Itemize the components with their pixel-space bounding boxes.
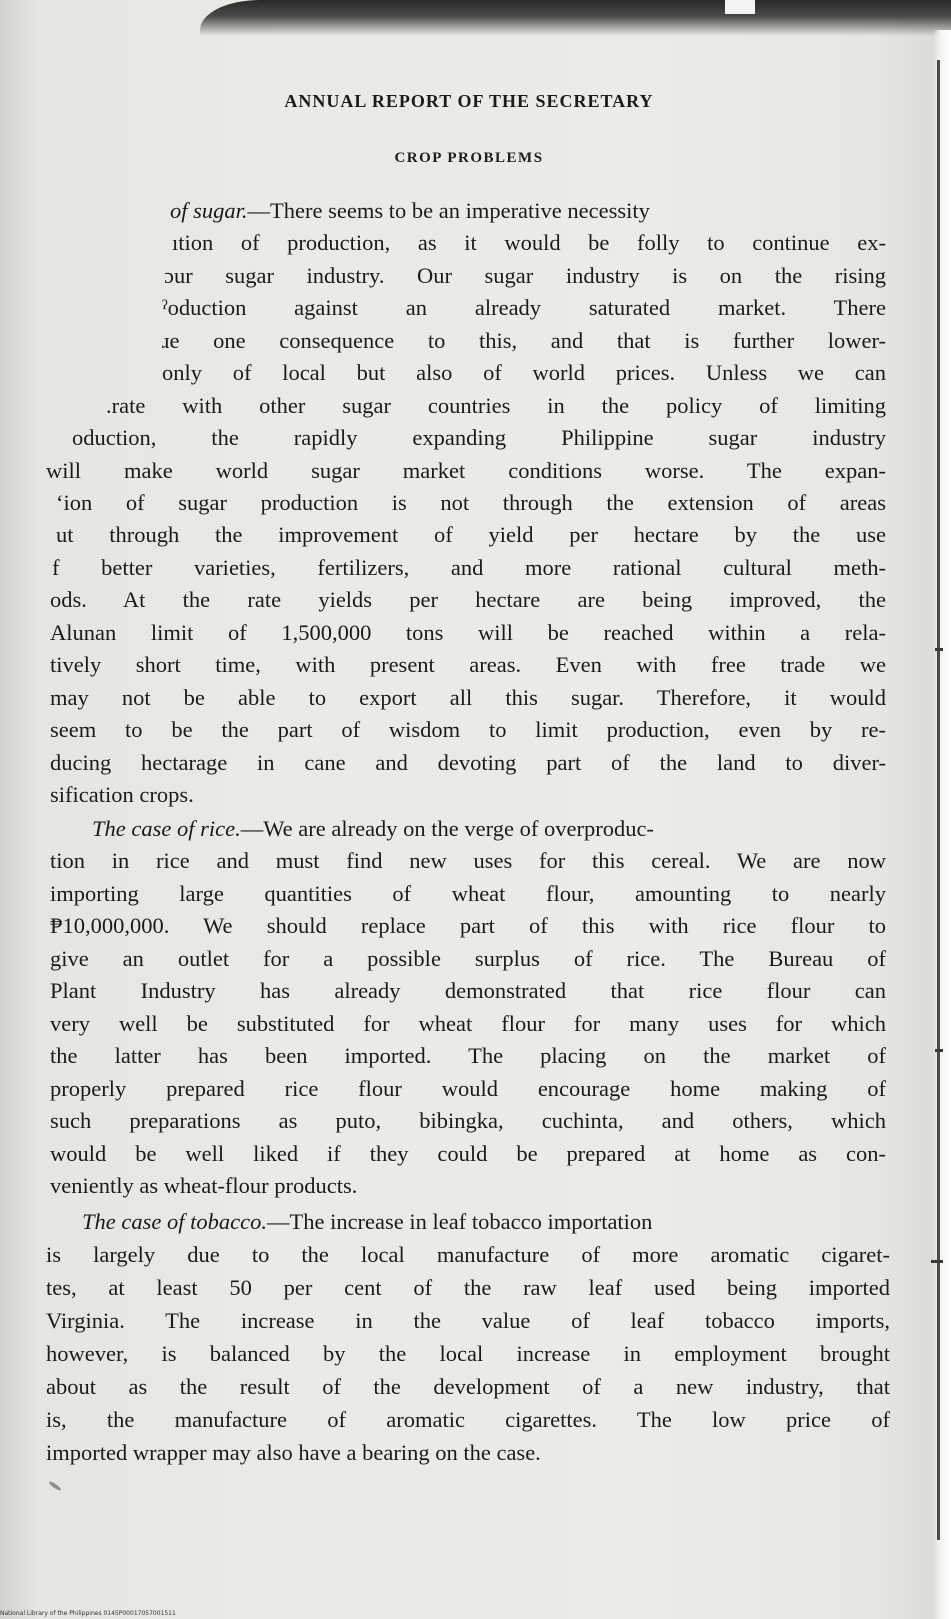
paragraph-text: —There seems to be an imperative necessity	[247, 198, 650, 223]
section-heading: CROP PROBLEMS	[394, 150, 544, 166]
paragraph-line: importing large quantities of wheat flour, amounting to nearly	[50, 881, 886, 906]
paragraph-line: very well be substituted for wheat flour for many uses for which	[50, 1011, 886, 1036]
paragraph-line: veniently as wheat-flour products.	[50, 1173, 358, 1198]
paragraph-lead: of sugar.	[170, 198, 248, 223]
paragraph-line: ɹe one consequence to this, and that is further lower-	[162, 328, 886, 353]
paragraph-line: tively short time, with present areas. Even with free trade we	[50, 652, 886, 677]
page-top-notch	[725, 0, 755, 14]
paragraph-line: however, is balanced by the local increase in employment brought	[46, 1341, 890, 1366]
paragraph-line: tes, at least 50 per cent of the raw leaf used being imported	[46, 1275, 890, 1300]
paragraph-lead: The case of rice.	[92, 816, 241, 841]
scan-footer: National Library of the Philippines 0145P00017057001511	[0, 1610, 176, 1617]
paragraph-line: Plant Industry has already demonstrated that rice flour can	[50, 978, 886, 1003]
ink-smudge	[48, 1480, 62, 1491]
paragraph-line	[92, 815, 886, 843]
paragraph-line: Alunan limit of 1,500,000 tons will be reached within a rela-	[50, 620, 886, 645]
paragraph-line: ıtion of production, as it would be folly to continue ex-	[172, 230, 886, 255]
running-head: ANNUAL REPORT OF THE SECRETARY	[284, 91, 654, 111]
paragraph-line: Virginia. The increase in the value of leaf tobacco imports,	[46, 1308, 890, 1333]
paragraph-text: —The increase in leaf tobacco importation	[266, 1209, 653, 1234]
paragraph-line: imported wrapper may also have a bearing on the case.	[46, 1440, 541, 1465]
paragraph-line: tion in rice and must find new uses for this cereal. We are now	[50, 848, 886, 873]
paragraph-line: ₱10,000,000. We should replace part of this with rice flour to	[50, 913, 886, 938]
paragraph-line: f better varieties, fertilizers, and more rational cultural meth-	[52, 555, 886, 580]
paragraph-line: only of local but also of world prices. Unless we can	[162, 360, 886, 385]
paragraph-line: is, the manufacture of aromatic cigarettes. The low price of	[46, 1407, 890, 1432]
paragraph-line: may not be able to export all this sugar. Therefore, it would	[50, 685, 886, 710]
paragraph-line: ods. At the rate yields per hectare are being improved, the	[50, 587, 886, 612]
binding-line	[937, 60, 940, 1540]
paragraph-line: the latter has been imported. The placing on the market of	[50, 1043, 886, 1068]
paragraph-line: ut through the improvement of yield per hectare by the use	[56, 522, 886, 547]
binding-mark	[935, 1049, 943, 1052]
paragraph-line: ˀoduction against an already saturated market. There	[162, 295, 886, 320]
paragraph-line: would be well liked if they could be prepared at home as con-	[50, 1141, 886, 1166]
paragraph-line: oduction, the rapidly expanding Philippine sugar industry	[72, 425, 886, 450]
paragraph-line: give an outlet for a possible surplus of rice. The Bureau of	[50, 946, 886, 971]
paragraph-line: is largely due to the local manufacture of more aromatic cigaret-	[46, 1242, 890, 1267]
paragraph-line: will make world sugar market conditions worse. The expan-	[46, 458, 886, 483]
paragraph-line: seem to be the part of wisdom to limit production, even by re-	[50, 717, 886, 742]
paragraph-line	[82, 1208, 890, 1236]
paragraph-line: sification crops.	[50, 782, 194, 807]
paragraph-line: .rate with other sugar countries in the policy of limiting	[106, 393, 886, 418]
binding-mark	[935, 648, 943, 651]
paragraph-line: ɔur sugar industry. Our sugar industry is on the rising	[164, 263, 886, 288]
page-top-shadow	[200, 0, 951, 36]
paragraph-line: about as the result of the development of a new industry, that	[46, 1374, 890, 1399]
binding-mark	[931, 1260, 943, 1263]
page-right-edge	[933, 30, 951, 1619]
paragraph-text: —We are already on the verge of overproduc-	[240, 816, 654, 841]
paragraph-line: properly prepared rice flour would encourage home making of	[50, 1076, 886, 1101]
paragraph-line: ʻion of sugar production is not through the extension of areas	[56, 490, 886, 515]
paragraph-lead: The case of tobacco.	[82, 1209, 267, 1234]
paragraph-line: ducing hectarage in cane and devoting part of the land to diver-	[50, 750, 886, 775]
paragraph-line	[170, 197, 886, 225]
paragraph-line: such preparations as puto, bibingka, cuchinta, and others, which	[50, 1108, 886, 1133]
